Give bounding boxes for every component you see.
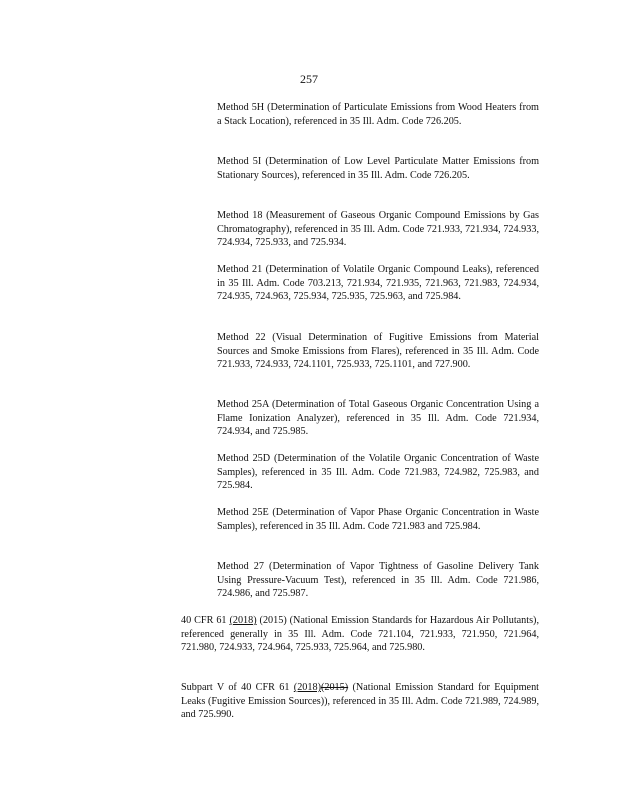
cfr-61-rest: (2015) (National Emission Standards for Hazardous Air Pollutants), referenced generally in 35 Ill. Adm. Code 721.104, 721.933, 721.950, 721.964, 721.980, 724.933, 724.964, 725.933, 725.964, and 725.980. xyxy=(181,615,539,654)
subpart-v-deleted-year: (2015) xyxy=(320,682,349,693)
method-25d-entry: Method 25D (Determination of the Volatile Organic Concentration of Waste Samples), referenced in 35 Ill. Adm. Code 721.983, 724.982, 725.983, and 725.984. xyxy=(217,453,539,492)
method-18-entry: Method 18 (Measurement of Gaseous Organic Compound Emissions by Gas Chromatography), referenced in 35 Ill. Adm. Code 721.933, 721.934, 724.933, 724.934, 725.933, and 725.934. xyxy=(217,210,539,249)
cfr-61-inserted-year: (2018) xyxy=(229,615,257,626)
method-22-entry: Method 22 (Visual Determination of Fugitive Emissions from Material Sources and Smoke Emissions from Flares), referenced in 35 Ill. Adm. Code 721.933, 724.933, 724.1101, 725.933, 725.1101, and 727.900. xyxy=(217,332,539,371)
subpart-v-prefix: Subpart V of 40 CFR 61 xyxy=(181,682,294,693)
subpart-v-inserted-year: (2018) xyxy=(293,682,321,693)
method-27-entry: Method 27 (Determination of Vapor Tightness of Gasoline Delivery Tank Using Pressure-Vacuum Test), referenced in 35 Ill. Adm. Code 721.986, 724.986, and 725.987. xyxy=(217,561,539,600)
subpart-v-rest: (National Emission Standard for Equipment Leaks (Fugitive Emission Sources)), referenced in 35 Ill. Adm. Code 721.989, 724.989, and 725.990. xyxy=(181,682,539,721)
cfr-61-entry xyxy=(181,614,539,655)
method-25a-entry: Method 25A (Determination of Total Gaseous Organic Concentration Using a Flame Ionization Analyzer), referenced in 35 Ill. Adm. Code 721.934, 724.934, and 725.985. xyxy=(217,399,539,438)
method-25e-entry: Method 25E (Determination of Vapor Phase Organic Concentration in Waste Samples), referenced in 35 Ill. Adm. Code 721.983 and 725.984. xyxy=(217,507,539,532)
method-5i-entry: Method 5I (Determination of Low Level Particulate Matter Emissions from Stationary Sources), referenced in 35 Ill. Adm. Code 726.205. xyxy=(217,156,539,181)
method-21-entry: Method 21 (Determination of Volatile Organic Compound Leaks), referenced in 35 Ill. Adm. Code 703.213, 721.934, 721.935, 721.963, 721.983, 724.934, 724.935, 724.963, 725.934, 725.935, 725.963, and 725.984. xyxy=(217,264,539,303)
method-5h-entry: Method 5H (Determination of Particulate Emissions from Wood Heaters from a Stack Location), referenced in 35 Ill. Adm. Code 726.205. xyxy=(217,102,539,127)
page-number: 257 xyxy=(300,72,318,86)
cfr-61-prefix: 40 CFR 61 xyxy=(181,615,230,626)
subpart-v-entry xyxy=(181,681,539,722)
